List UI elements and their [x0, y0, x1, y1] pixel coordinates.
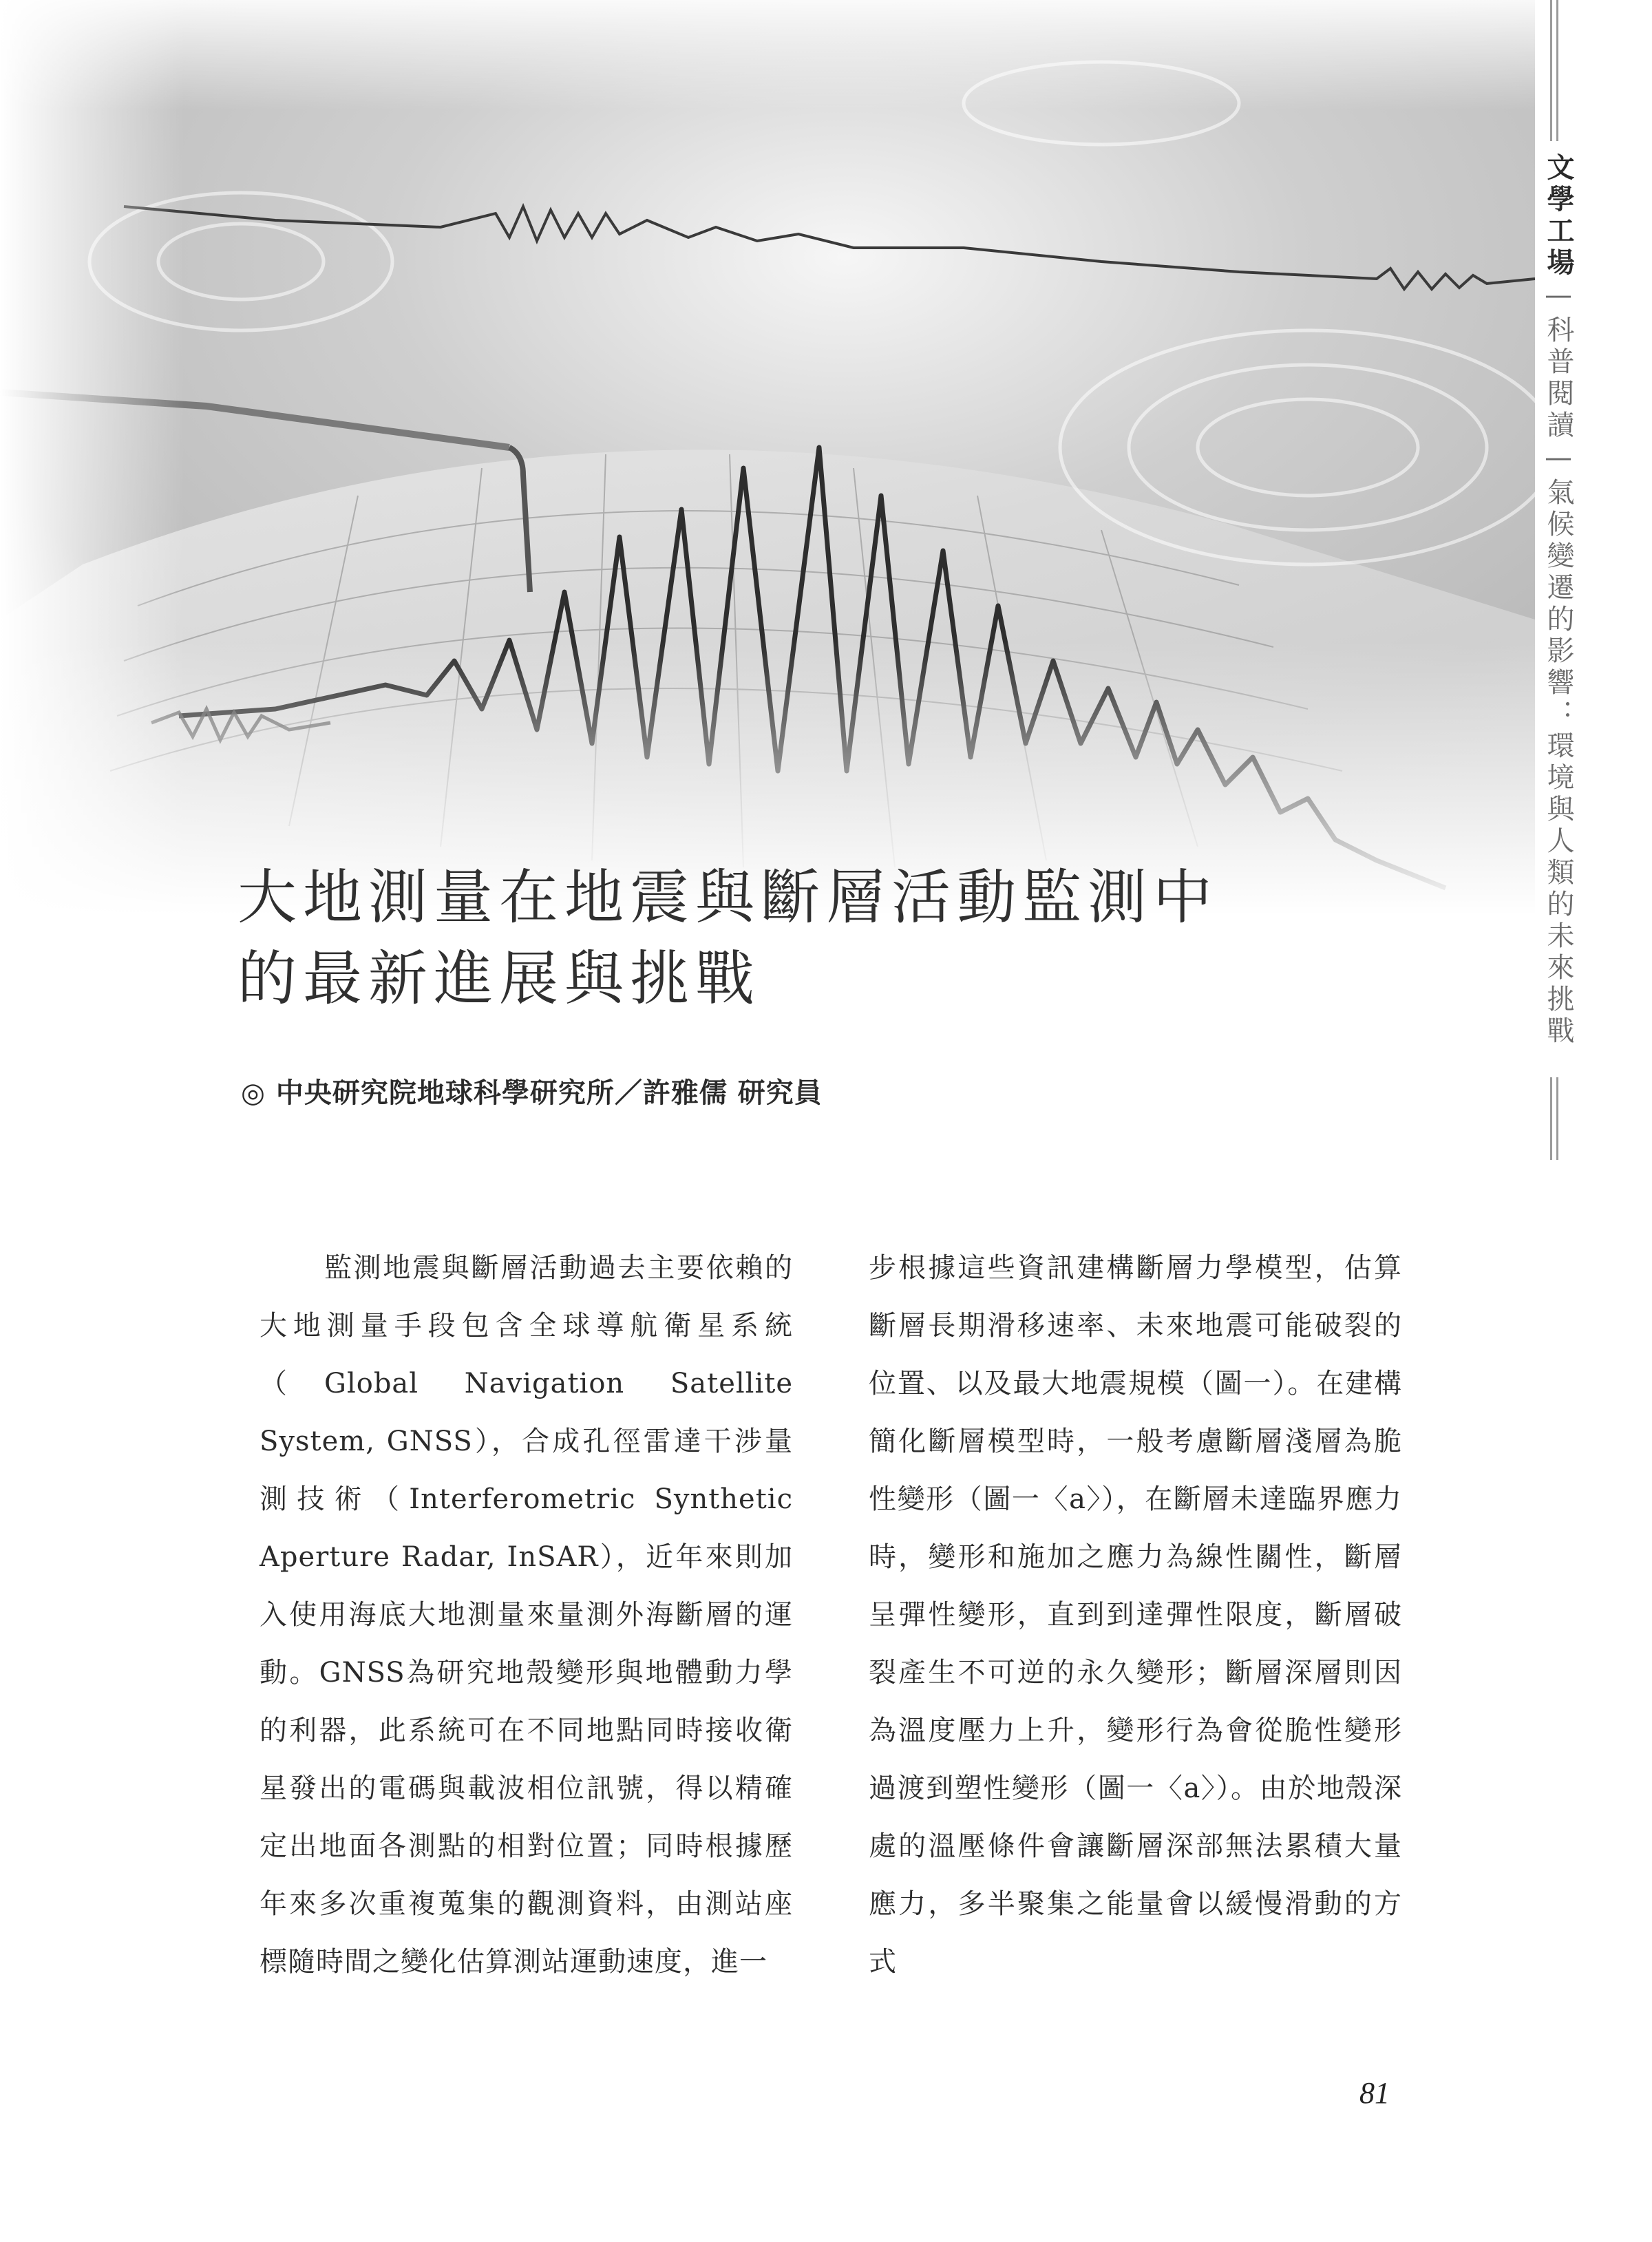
sidebar-bottom-rule [1550, 1077, 1563, 1160]
body-column-left [260, 1239, 793, 1991]
article-title [237, 857, 1463, 1019]
author-byline: ◎ 中央研究院地球科學研究所／許雅儒 研究員 [241, 1077, 823, 1109]
sidebar-section-label: 文學工場 [1543, 153, 1574, 279]
body-paragraph-left: 監測地震與斷層活動過去主要依賴的大地測量手段包含全球導航衛星系統（Global Navigation Satellite System, GNSS），合成孔徑雷達干涉量測技術（Interferometric Synthetic Aperture Radar, InSAR），近年來則加入使用海底大地測量來量測外海斷層的運動。GNSS為研究地殼變形與地體動力學的利器，此系統可在不同地點同時接收衛星發出的電碼與載波相位訊號，得以精確定出地面各測點的相對位置；同時根據歷年來多次重複蒐集的觀測資料，由測站座標隨時間之變化估算測站運動速度，進一 [260, 1252, 793, 1978]
sidebar-top-rule [1550, 0, 1563, 141]
sidebar-vertical-title [1538, 153, 1579, 1048]
seismograph-hero-image [0, 0, 1535, 916]
sidebar-running-head [1528, 0, 1590, 1170]
body-paragraph-right: 步根據這些資訊建構斷層力學模型，估算斷層長期滑移速率、未來地震可能破裂的位置、以及最大地震規模（圖一）。在建構簡化斷層模型時，一般考慮斷層淺層為脆性變形（圖一〈a〉），在斷層未達臨界應力時，變形和施加之應力為線性關性，斷層呈彈性變形，直到到達彈性限度，斷層破裂產生不可逆的永久變形；斷層深層則因為溫度壓力上升，變形行為會從脆性變形過渡到塑性變形（圖一〈a〉）。由於地殼深處的溫壓條件會讓斷層深部無法累積大量應力，多半聚集之能量會以緩慢滑動的方式 [869, 1252, 1402, 1978]
sidebar-series-label: 科普閱讀—氣候變遷的影響：環境與人類的未來挑戰 [1543, 315, 1574, 1048]
article-title-line-1: 大地測量在地震與斷層活動監測中 [237, 863, 1218, 932]
page-number: 81 [1359, 2076, 1390, 2110]
body-column-right [869, 1239, 1402, 1991]
article-title-line-2: 的最新進展與挑戰 [237, 944, 761, 1013]
sidebar-separator: — [1543, 279, 1574, 315]
